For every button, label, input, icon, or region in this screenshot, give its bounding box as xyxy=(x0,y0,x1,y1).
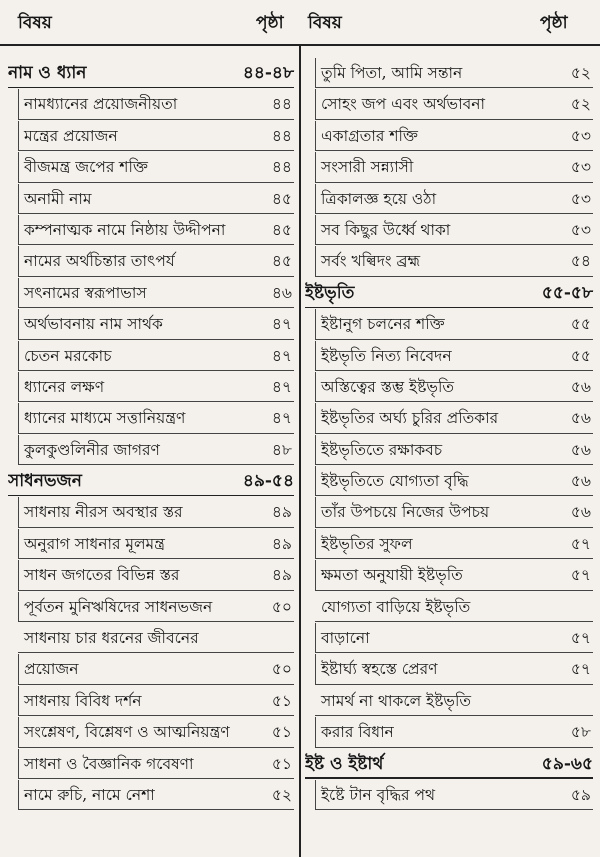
toc-entry xyxy=(305,121,593,152)
toc-entry xyxy=(8,749,294,780)
toc-entry xyxy=(305,717,593,748)
section-heading xyxy=(8,58,294,89)
entry-title: ইষ্টে টান বৃদ্ধির পথ xyxy=(321,785,436,804)
entry-title: ধ্যানের লক্ষণ xyxy=(24,377,105,396)
toc-entry xyxy=(305,780,593,811)
column-divider xyxy=(299,46,301,857)
entry-title: অনামী নাম xyxy=(24,189,92,208)
toc-entry xyxy=(8,497,294,528)
entry-title: সংশ্লেষণ, বিশ্লেষণ ও আত্মনিয়ন্ত্রণ xyxy=(24,723,230,742)
entry-title: অনুরাগ সাধনার মূলমন্ত্র xyxy=(24,534,165,553)
section-page-range: ৫৯-৬৫ xyxy=(541,753,593,774)
toc-entry xyxy=(8,152,294,183)
entry-title: তাঁর উপচয়ে নিজের উপচয় xyxy=(321,503,490,522)
toc-entry xyxy=(8,403,294,434)
toc-entry xyxy=(305,623,593,654)
entry-title: মন্ত্রের প্রয়োজন xyxy=(24,126,118,145)
toc-entry xyxy=(305,435,593,466)
toc-entry xyxy=(8,215,294,246)
entry-title: তুমি পিতা, আমি সন্তান xyxy=(321,64,463,82)
entry-page-number: ৪৯ xyxy=(271,534,292,553)
toc-entry xyxy=(305,686,593,717)
entry-page-number: ৪৫ xyxy=(271,189,292,208)
entry-page-number: ৫১ xyxy=(271,691,292,710)
entry-page-number: ৫৩ xyxy=(570,189,591,208)
toc-entry xyxy=(8,372,294,403)
toc-entry xyxy=(305,152,593,183)
entry-title: করার বিধান xyxy=(321,723,394,742)
toc-entry xyxy=(305,466,593,497)
toc-entry xyxy=(305,372,593,403)
entry-page-number: ৪৯ xyxy=(271,566,292,585)
entry-title: সাধনায় নীরস অবস্থার স্তর xyxy=(24,503,183,522)
entry-page-number: ৫০ xyxy=(271,660,292,679)
entry-title: চেতন মরকোচ xyxy=(24,346,112,365)
entry-page-number: ৪৬ xyxy=(271,283,292,302)
entry-title: কম্পনাত্মক নামে নিষ্ঠায় উদ্দীপনা xyxy=(24,220,226,239)
entry-title: ইষ্টভৃতি নিত্য নিবেদন xyxy=(321,346,452,365)
section-heading xyxy=(305,278,593,309)
entry-title: নামে রুচি, নামে নেশা xyxy=(24,785,155,804)
entry-title: ইষ্টানুগ চলনের শক্তি xyxy=(321,315,445,334)
entry-title: ইষ্টভৃতিতে যোগ্যতা বৃদ্ধি xyxy=(321,472,469,491)
toc-entry xyxy=(8,592,294,623)
entry-title: বীজমন্ত্র জপের শক্তি xyxy=(24,158,148,177)
entry-title: যোগ্যতা বাড়িয়ে ইষ্টভৃতি xyxy=(321,597,471,616)
toc-entry xyxy=(8,246,294,277)
toc-entry xyxy=(8,184,294,215)
right-column xyxy=(305,58,593,811)
entry-page-number: ৪৪ xyxy=(271,126,292,145)
entry-page-number: ৫৩ xyxy=(570,220,591,239)
toc-entry xyxy=(8,560,294,591)
toc-entry xyxy=(305,58,593,89)
toc-entry xyxy=(305,215,593,246)
entry-page-number: ৫৩ xyxy=(570,158,591,177)
toc-entry xyxy=(8,309,294,340)
entry-title: সৎনামের স্বরূপাভাস xyxy=(24,283,147,302)
toc-entry xyxy=(305,592,593,623)
entry-title: পূর্বতন মুনিঋষিদের সাধনভজন xyxy=(24,597,213,616)
toc-entry xyxy=(305,89,593,120)
entry-page-number: ৪৯ xyxy=(271,503,292,522)
toc-entry xyxy=(305,403,593,434)
entry-title: সোহং জপ এবং অর্থভাবনা xyxy=(321,95,485,114)
entry-title: সব কিছুর উর্ধ্বে থাকা xyxy=(321,220,451,239)
toc-entry xyxy=(8,780,294,811)
entry-title: সাধন জগতের বিভিন্ন স্তর xyxy=(24,566,180,585)
entry-title: বাড়ানো xyxy=(321,629,370,648)
entry-page-number: ৫১ xyxy=(271,723,292,742)
toc-entry xyxy=(8,278,294,309)
entry-page-number: ৫৭ xyxy=(570,566,591,585)
right-subject-heading: বিষয় xyxy=(308,13,342,33)
toc-entry xyxy=(305,529,593,560)
entry-page-number: ৪৪ xyxy=(271,158,292,177)
entry-page-number: ৫৬ xyxy=(570,409,591,428)
entry-page-number: ৫২ xyxy=(271,785,292,804)
section-page-range: ৪৪-৪৮ xyxy=(242,63,294,83)
entry-page-number: ৫৪ xyxy=(570,252,591,271)
entry-page-number: ৪৭ xyxy=(271,409,292,428)
entry-page-number: ৫১ xyxy=(271,754,292,773)
entry-page-number: ৪৭ xyxy=(271,346,292,365)
entry-page-number: ৫৭ xyxy=(570,534,591,553)
entry-title: সাধনায় চার ধরনের জীবনের xyxy=(24,629,199,648)
section-title: ইষ্টভৃতি xyxy=(305,282,355,303)
entry-page-number: ৪৭ xyxy=(271,315,292,334)
section-heading xyxy=(8,466,294,497)
toc-entry xyxy=(8,654,294,685)
section-page-range: ৪৯-৫৪ xyxy=(242,471,294,492)
entry-title: ত্রিকালজ্ঞ হয়ে ওঠা xyxy=(321,189,437,208)
entry-page-number: ৫২ xyxy=(570,64,591,82)
entry-page-number: ৪৮ xyxy=(271,440,292,459)
section-heading xyxy=(305,749,593,780)
toc-entry xyxy=(8,341,294,372)
entry-title: সর্বং খল্বিদং ব্রহ্ম xyxy=(321,252,421,271)
entry-page-number: ৫৫ xyxy=(570,315,591,334)
entry-page-number: ৫৬ xyxy=(570,472,591,491)
entry-page-number: ৫০ xyxy=(271,597,292,616)
toc-entry xyxy=(305,246,593,277)
entry-page-number: ৫৬ xyxy=(570,440,591,459)
entry-page-number: ৫৯ xyxy=(570,785,591,804)
toc-entry xyxy=(8,529,294,560)
toc-entry xyxy=(305,497,593,528)
entry-title: নামের অর্থচিন্তার তাৎপর্য xyxy=(24,252,175,271)
toc-entry xyxy=(305,341,593,372)
entry-page-number: ৫৩ xyxy=(570,126,591,145)
left-page-heading: পৃষ্ঠা xyxy=(256,13,284,33)
entry-page-number: ৫৭ xyxy=(570,660,591,679)
left-subject-heading: বিষয় xyxy=(18,13,52,33)
entry-title: কুলকুণ্ডলিনীর জাগরণ xyxy=(24,440,160,459)
toc-entry xyxy=(305,309,593,340)
entry-title: ইষ্টভৃতিতে রক্ষাকবচ xyxy=(321,440,443,459)
toc-entry xyxy=(8,686,294,717)
section-title: সাধনভজন xyxy=(8,471,82,492)
entry-page-number: ৫৮ xyxy=(570,723,591,742)
entry-page-number: ৪৪ xyxy=(271,95,292,114)
entry-title: ধ্যানের মাধ্যমে সত্তানিয়ন্ত্রণ xyxy=(24,409,186,428)
section-title: ইষ্ট ও ইষ্টার্থ xyxy=(305,753,384,774)
toc-entry xyxy=(8,717,294,748)
entry-title: সাধনায় বিবিধ দর্শন xyxy=(24,691,142,710)
entry-title: সংসারী সন্ন্যাসী xyxy=(321,158,414,177)
toc-entry xyxy=(8,623,294,654)
entry-page-number: ৪৫ xyxy=(271,220,292,239)
entry-page-number: ৫৬ xyxy=(570,503,591,522)
entry-page-number: ৫৭ xyxy=(570,629,591,648)
entry-title: সাধনা ও বৈজ্ঞানিক গবেষণা xyxy=(24,754,194,773)
left-column xyxy=(8,58,294,811)
toc-entry xyxy=(8,435,294,466)
entry-title: একাগ্রতার শক্তি xyxy=(321,126,418,145)
entry-title: সামর্থ না থাকলে ইষ্টভৃতি xyxy=(321,691,472,710)
section-title: নাম ও ধ্যান xyxy=(8,63,87,83)
right-page-heading: পৃষ্ঠা xyxy=(540,13,568,33)
entry-page-number: ৪৫ xyxy=(271,252,292,271)
entry-page-number: ৫৫ xyxy=(570,346,591,365)
entry-page-number: ৫২ xyxy=(570,95,591,114)
toc-entry xyxy=(8,121,294,152)
toc-entry xyxy=(305,654,593,685)
entry-title: ইষ্টভৃতির সুফল xyxy=(321,534,413,553)
entry-title: অস্তিত্বের স্তম্ভ ইষ্টভৃতি xyxy=(321,377,455,396)
section-page-range: ৫৫-৫৮ xyxy=(541,282,593,303)
entry-title: অর্থভাবনায় নাম সার্থক xyxy=(24,315,163,334)
entry-page-number: ৪৭ xyxy=(271,377,292,396)
toc-entry xyxy=(305,184,593,215)
entry-title: ইষ্টভৃতির অর্ঘ্য চুরির প্রতিকার xyxy=(321,409,499,428)
entry-title: ক্ষমতা অনুযায়ী ইষ্টভৃতি xyxy=(321,566,463,585)
entry-title: ইষ্টার্ঘ্য স্বহস্তে প্রেরণ xyxy=(321,660,438,679)
toc-entry xyxy=(8,89,294,120)
entry-page-number: ৫৬ xyxy=(570,377,591,396)
toc-entry xyxy=(305,560,593,591)
entry-title: নামধ্যানের প্রয়োজনীয়তা xyxy=(24,95,178,114)
entry-title: প্রয়োজন xyxy=(24,660,79,679)
